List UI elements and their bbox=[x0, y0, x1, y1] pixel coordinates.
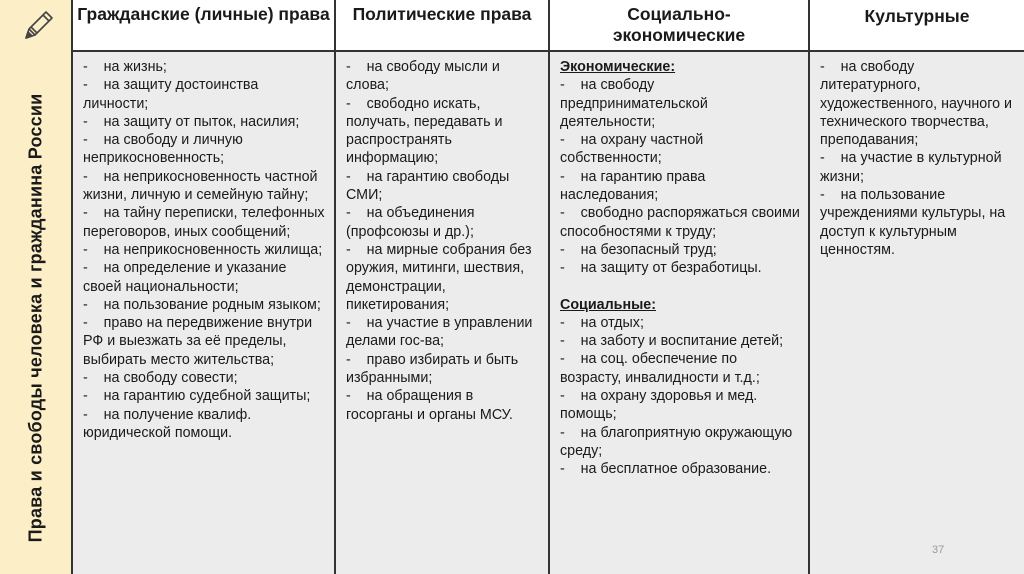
pencil-icon bbox=[20, 8, 56, 44]
list-item: - право избирать и быть избранными; bbox=[346, 351, 523, 387]
column-body bbox=[810, 52, 1024, 574]
list-item: - на определение и указание своей национальности; bbox=[83, 260, 291, 295]
list-item: - на пользование учреждениями культуры, на доступ к культурным ценностям. bbox=[820, 187, 1010, 258]
column-cultural bbox=[810, 0, 1024, 574]
list-item: - на гарантию судебной защиты; bbox=[83, 388, 311, 405]
list-item: - на свободу и личную неприкосновенность; bbox=[83, 132, 247, 167]
list-item: - на свободу литературного, художественного, научного и технического творчества, преподавания; bbox=[820, 59, 1017, 149]
column-title: Культурные bbox=[864, 6, 970, 26]
list-item: - на получение квалиф. юридической помощи. bbox=[83, 406, 256, 441]
list-item: - на неприкосновенность частной жизни, личную и семейную тайну; bbox=[83, 168, 322, 204]
list-item: - на защиту достоинства личности; bbox=[83, 77, 263, 112]
section-heading: Социальные: bbox=[560, 296, 657, 313]
side-strip bbox=[0, 0, 73, 574]
page-number: 37 bbox=[932, 544, 945, 556]
column-header bbox=[550, 0, 808, 52]
list-item: - на гарантию свободы СМИ; bbox=[346, 168, 514, 204]
list-item: - на соц. обеспечение по возрасту, инвалидности и т.д.; bbox=[560, 351, 760, 386]
list-item: - на обращения в госорганы и органы МСУ. bbox=[346, 388, 513, 423]
list-item: - право на передвижение внутри РФ и выезжать за её пределы, выбирать место жительства; bbox=[83, 315, 317, 368]
column-body bbox=[336, 52, 548, 574]
column-title: Социально-экономические bbox=[612, 4, 746, 45]
column-civil bbox=[73, 0, 336, 574]
column-socio-economic bbox=[550, 0, 810, 574]
column-header bbox=[336, 0, 548, 52]
column-body bbox=[550, 52, 808, 574]
column-header bbox=[73, 0, 334, 52]
list-item: - на мирные собрания без оружия, митинги, шествия, демонстрации, пикетирования; bbox=[346, 241, 536, 313]
list-item: - на безопасный труд; bbox=[560, 241, 717, 258]
list-item: - на отдых; bbox=[560, 314, 644, 331]
list-item: - на бесплатное образование. bbox=[560, 461, 772, 478]
list-item: - на свободу совести; bbox=[83, 370, 238, 387]
list-item: - на неприкосновенность жилища; bbox=[83, 241, 323, 258]
list-item: - на участие в управлении делами гос-ва; bbox=[346, 315, 537, 350]
side-title: Права и свободы человека и гражданина России bbox=[25, 93, 46, 543]
list-item: - на пользование родным языком; bbox=[83, 296, 321, 313]
list-item: - на гарантию права наследования; bbox=[560, 168, 710, 204]
list-item: - на заботу и воспитание детей; bbox=[560, 333, 784, 350]
list-item: - на защиту от пыток, насилия; bbox=[83, 113, 300, 130]
list-item: - на благоприятную окружающую среду; bbox=[560, 424, 797, 459]
column-title: Политические права bbox=[352, 4, 532, 24]
list-item: - на тайну переписки, телефонных переговоров, иных сообщений; bbox=[83, 205, 329, 240]
list-item: - на охрану здоровья и мед. помощь; bbox=[560, 388, 762, 423]
list-item: - на жизнь; bbox=[83, 59, 167, 75]
column-header bbox=[810, 0, 1024, 52]
list-item: - на свободу предпринимательской деятельности; bbox=[560, 77, 712, 130]
list-item: - свободно распоряжаться своими способностями к труду; bbox=[560, 205, 804, 240]
column-title: Гражданские (личные) права bbox=[77, 4, 330, 24]
list-item: - на объединения (профсоюзы и др.); bbox=[346, 205, 479, 240]
spacer bbox=[560, 278, 800, 296]
list-item: - на защиту от безработицы. bbox=[560, 260, 762, 277]
section-heading: Экономические: bbox=[560, 59, 676, 75]
column-body bbox=[73, 52, 334, 574]
column-political bbox=[336, 0, 550, 574]
list-item: - свободно искать, получать, передавать и распространять информацию; bbox=[346, 95, 507, 167]
list-item: - на свободу мысли и слова; bbox=[346, 59, 504, 94]
list-item: - на охрану частной собственности; bbox=[560, 132, 708, 167]
list-item: - на участие в культурной жизни; bbox=[820, 150, 1006, 185]
